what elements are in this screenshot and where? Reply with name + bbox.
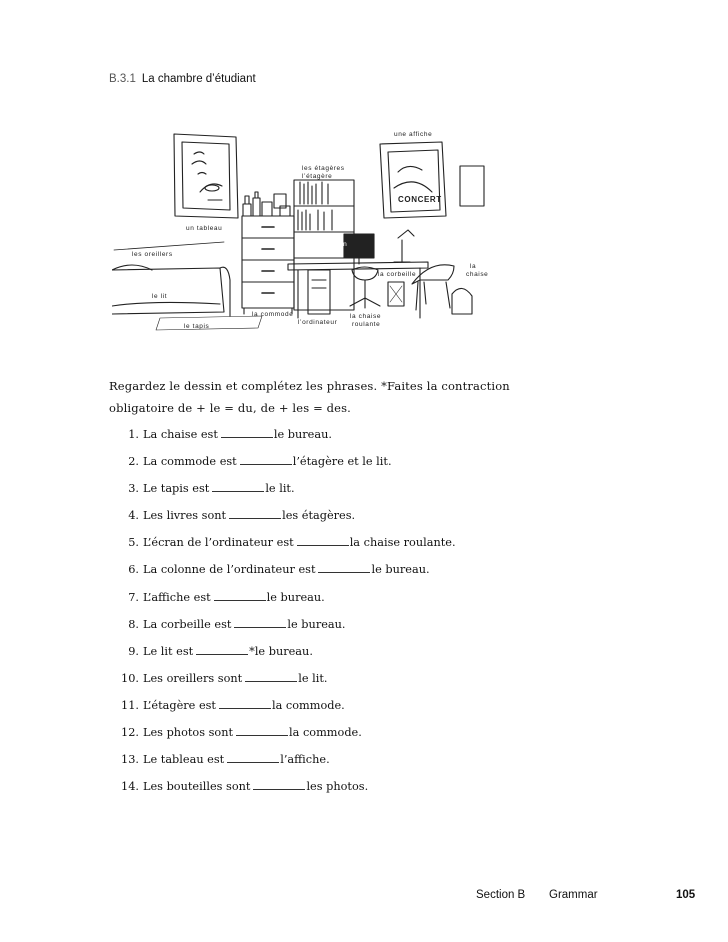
label-ordinateur: l’ordinateur <box>298 319 338 326</box>
exercise-text-before: L’étagère est <box>143 698 216 712</box>
answer-blank[interactable] <box>229 505 281 519</box>
exercise-number: 13. <box>121 753 139 767</box>
section-title: La chambre d’étudiant <box>141 73 256 85</box>
exercise-text-before: Le tableau est <box>143 753 225 767</box>
page-number: 105 <box>676 889 696 901</box>
exercise-text-before: La commode est <box>143 455 237 469</box>
label-chaise-roulante-1: la chaise <box>350 313 382 320</box>
exercise-text-after: le lit. <box>265 482 295 496</box>
exercise-number: 6. <box>128 563 139 577</box>
exercise-number: 14. <box>121 780 139 794</box>
label-etageres: les étagères <box>302 165 345 172</box>
exercise-text-after: le bureau. <box>371 563 430 577</box>
exercise-item <box>109 451 456 478</box>
section-number: B.3.1 <box>109 73 136 85</box>
lit <box>112 265 230 316</box>
exercise-text-before: Le lit est <box>143 644 194 658</box>
exercise-item <box>109 614 456 641</box>
label-oreillers: les oreillers <box>132 251 173 258</box>
answer-blank[interactable] <box>318 559 370 573</box>
exercise-text-before: Le tapis est <box>143 482 210 496</box>
exercise-item <box>109 559 456 586</box>
cadre-vide <box>460 166 484 206</box>
label-corbeille: la corbeille <box>378 271 417 278</box>
footer-chapter: Grammar <box>549 889 598 901</box>
tableau-frame <box>174 134 238 218</box>
exercise-item <box>109 424 456 451</box>
exercise-number: 1. <box>128 428 139 441</box>
exercise-text-after: la commode. <box>289 726 362 740</box>
exercise-item <box>109 695 456 722</box>
exercise-text-after: les photos. <box>306 780 369 794</box>
exercise-list <box>109 424 456 803</box>
instructions-line-1: Regardez le dessin et complétez les phrases. *Faites la contraction <box>109 379 510 393</box>
exercise-number: 4. <box>128 509 139 523</box>
answer-blank[interactable] <box>297 532 349 546</box>
label-tapis: le tapis <box>184 323 210 330</box>
answer-blank[interactable] <box>196 641 248 655</box>
exercise-item <box>109 722 456 749</box>
label-chaise-roulante-2: roulante <box>352 321 381 328</box>
exercise-number: 5. <box>128 536 139 550</box>
exercise-number: 2. <box>128 455 139 469</box>
exercise-text-after: le lit. <box>298 671 328 685</box>
bottles-and-photos <box>243 192 290 216</box>
label-chaise-2: chaise <box>466 271 489 278</box>
exercise-text-after: le bureau. <box>273 428 332 441</box>
commode <box>242 216 294 314</box>
exercise-text-after: l’étagère et le lit. <box>292 455 392 469</box>
exercise-text-before: Les bouteilles sont <box>143 780 251 794</box>
label-tableau: un tableau <box>186 225 223 232</box>
answer-blank[interactable] <box>240 451 292 465</box>
exercise-item <box>109 505 456 532</box>
exercise-text-after: *le bureau. <box>249 644 313 658</box>
exercise-item <box>109 641 456 668</box>
answer-blank[interactable] <box>253 776 305 790</box>
label-ecran: l’écran <box>324 241 348 248</box>
answer-blank[interactable] <box>234 614 286 628</box>
exercise-number: 12. <box>121 726 139 740</box>
exercise-number: 3. <box>128 482 139 496</box>
answer-blank[interactable] <box>245 668 297 682</box>
exercise-text-before: La corbeille est <box>143 617 232 631</box>
exercise-number: 9. <box>128 644 139 658</box>
exercise-text-before: La chaise est <box>143 428 218 441</box>
exercise-item <box>109 532 456 559</box>
exercise-item <box>109 776 456 803</box>
instructions-line-2: obligatoire de + le = du, de + les = des. <box>109 401 351 415</box>
exercise-text-before: L’écran de l’ordinateur est <box>143 536 294 550</box>
exercise-text-after: la commode. <box>271 698 345 712</box>
exercise-text-after: le bureau. <box>287 617 346 631</box>
exercise-item <box>109 668 456 695</box>
exercise-number: 10. <box>121 671 139 685</box>
exercise-text-after: l’affiche. <box>280 753 330 767</box>
answer-blank[interactable] <box>221 424 273 438</box>
exercise-text-after: les étagères. <box>282 509 356 523</box>
answer-blank[interactable] <box>227 749 279 763</box>
exercise-item <box>109 587 456 614</box>
chaise <box>412 265 454 310</box>
answer-blank[interactable] <box>219 695 271 709</box>
section-heading <box>109 73 256 85</box>
exercise-item <box>109 749 456 776</box>
label-chaise-1: la <box>470 263 477 270</box>
exercise-number: 8. <box>128 617 139 631</box>
label-lit: le lit <box>152 293 168 300</box>
footer-section: Section B <box>476 889 526 901</box>
bedroom-illustration <box>112 122 502 352</box>
answer-blank[interactable] <box>236 722 288 736</box>
sac <box>452 288 472 314</box>
answer-blank[interactable] <box>214 587 266 601</box>
exercise-text-after: la chaise roulante. <box>349 536 456 550</box>
label-etagere: l’étagère <box>302 173 333 180</box>
exercise-text-before: La colonne de l’ordinateur est <box>143 563 316 577</box>
affiche-poster <box>380 142 446 218</box>
poster-concert-text: CONCERT <box>398 195 442 204</box>
answer-blank[interactable] <box>212 478 264 492</box>
exercise-item <box>109 478 456 505</box>
label-affiche: une affiche <box>394 131 433 138</box>
exercise-text-before: L’affiche est <box>143 590 211 604</box>
exercise-text-after: le bureau. <box>266 590 325 604</box>
exercise-number: 11. <box>121 698 139 712</box>
exercise-text-before: Les livres sont <box>143 509 227 523</box>
exercise-text-before: Les photos sont <box>143 726 234 740</box>
exercise-number: 7. <box>128 590 139 604</box>
exercise-text-before: Les oreillers sont <box>143 671 243 685</box>
instructions <box>109 375 529 419</box>
label-commode: la commode <box>252 311 294 318</box>
